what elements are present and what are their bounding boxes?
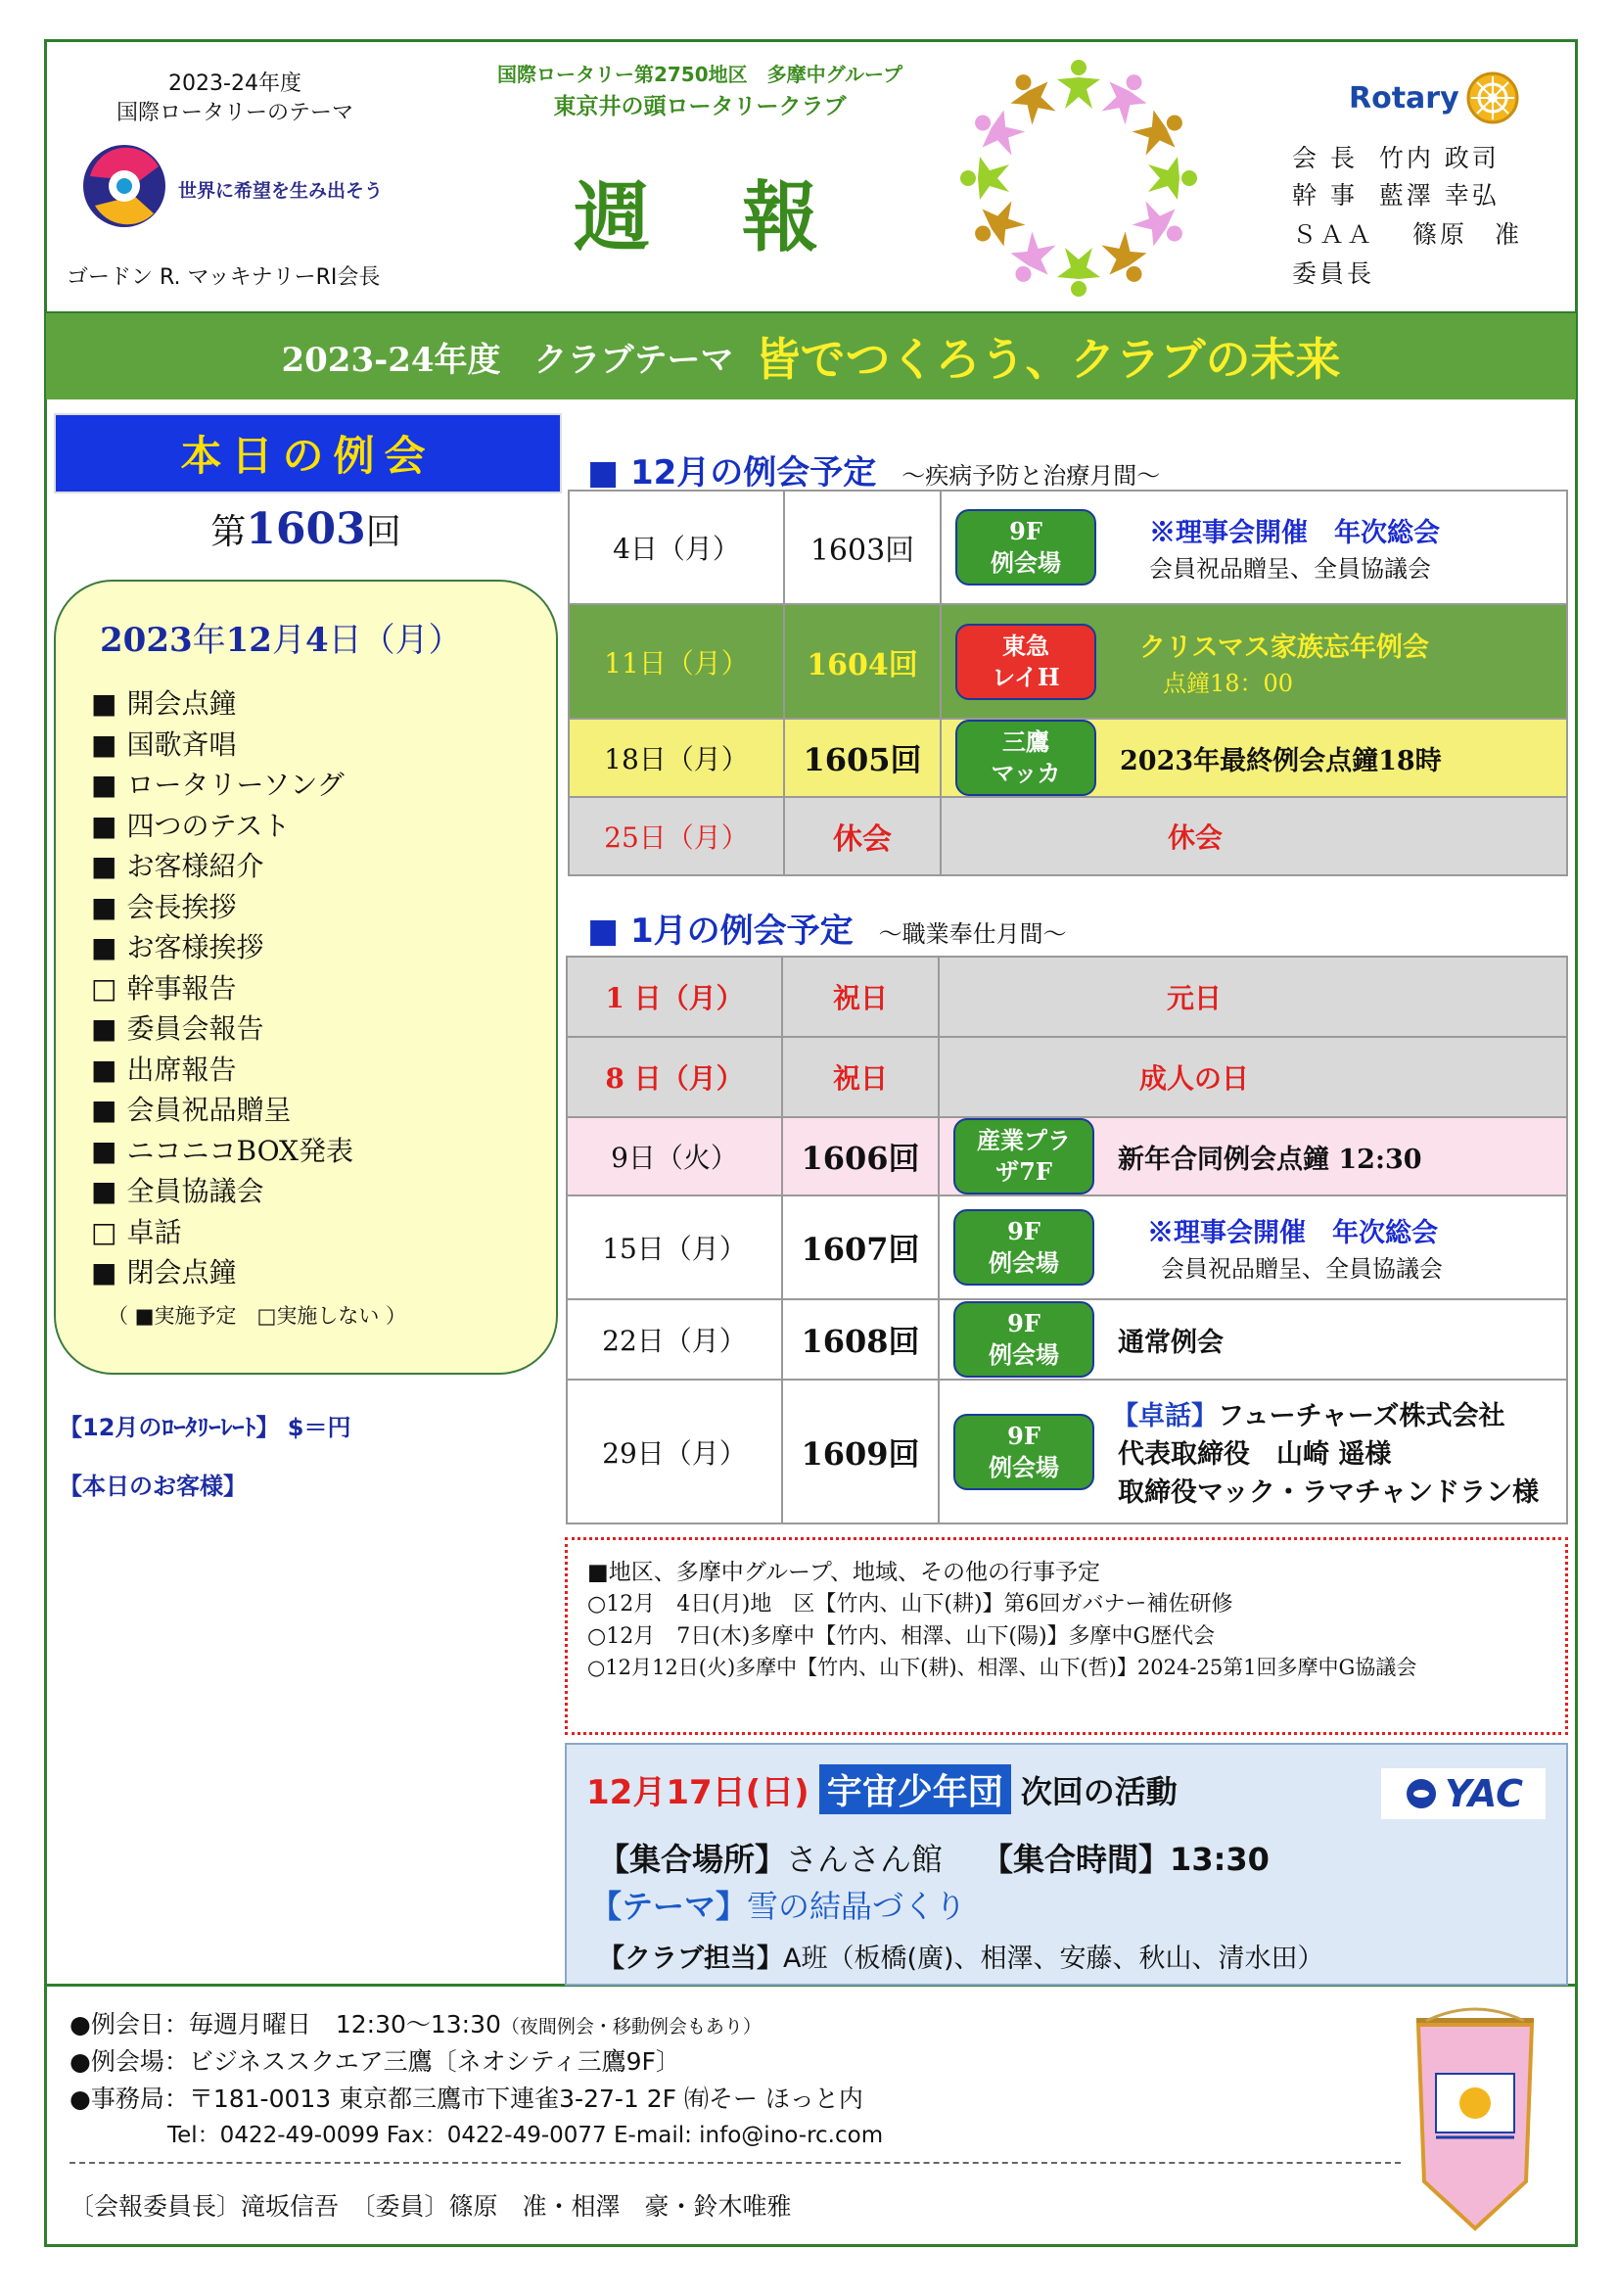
- row-detail: [941, 719, 1567, 797]
- row-note-detail: 会員祝品贈呈、全員協議会: [1161, 1255, 1443, 1283]
- yac-time: 13:30: [1170, 1841, 1270, 1878]
- row-number-text: 1606回: [801, 1140, 920, 1177]
- agenda-checkbox-icon: ■: [91, 727, 117, 761]
- agenda-item: [91, 1089, 291, 1128]
- yac-place: さんさん館: [786, 1841, 944, 1878]
- date-year: 2023: [100, 621, 193, 660]
- row-day-text: 4日（月）: [613, 533, 740, 565]
- row-day: [567, 1380, 782, 1523]
- rotary-rate: 【12月のﾛｰﾀﾘｰﾚｰﾄ】 $＝円: [59, 1414, 351, 1441]
- row-detail: [941, 491, 1567, 604]
- venue-line: 9F: [1009, 517, 1042, 545]
- agenda-item: [91, 1049, 236, 1088]
- person-figure-icon: [1129, 100, 1192, 162]
- venue-line: レイH: [992, 662, 1060, 691]
- yac-group: 宇宙少年団: [819, 1764, 1011, 1814]
- person-figure-icon: [1000, 65, 1062, 128]
- venue-line: マッカ: [991, 759, 1061, 787]
- row-note: 休会: [1167, 821, 1223, 854]
- agenda-checkbox-icon: ■: [91, 1134, 117, 1167]
- date-day: 4: [304, 621, 329, 660]
- yac-logo-text: YAC: [1444, 1772, 1523, 1815]
- person-figure-icon: [960, 157, 1009, 200]
- footer-contact: Tel：0422-49-0099 Fax：0422-49-0077 E-mail: info@ino-rc.com: [167, 2123, 884, 2148]
- row-note: ※理事会開催 年次総会: [1149, 518, 1440, 548]
- agenda-item: [91, 1130, 353, 1169]
- club-theme: 皆でつくろう、クラブの未来: [755, 333, 1341, 386]
- jan-title: ■ 1月の例会予定: [587, 912, 854, 951]
- agenda-legend: （ ■実施予定 □実施しない ）: [108, 1304, 407, 1328]
- meeting-day-label: ●例会日：: [69, 2010, 189, 2038]
- venue-line: 例会場: [991, 548, 1061, 577]
- person-figure-icon: [1148, 157, 1197, 200]
- agenda-item: [91, 724, 236, 763]
- agenda-item: [91, 845, 263, 884]
- agenda-item-text: ニコニコBOX発表: [126, 1134, 353, 1167]
- agenda-item-text: お客様紹介: [126, 850, 264, 882]
- venue-line: 三鷹: [1002, 727, 1049, 756]
- meeting-day-note: （夜間例会・移動例会もあり）: [500, 2016, 762, 2038]
- agenda-item: [91, 1251, 236, 1290]
- today-guests: 【本日のお客様】: [59, 1473, 247, 1500]
- pennant-image: [1397, 2005, 1553, 2235]
- row-number-text: 1604回: [807, 647, 918, 682]
- row-day: [569, 491, 784, 604]
- yac-next: 次回の活動: [1020, 1772, 1178, 1810]
- agenda-item: [91, 967, 236, 1007]
- footer-meeting-day: [69, 2005, 762, 2040]
- person-figure-icon: [1129, 194, 1192, 256]
- row-number: [782, 1195, 939, 1299]
- row-detail: [939, 1380, 1567, 1523]
- jan-section-header: [587, 904, 1067, 952]
- venue-badge: [953, 1118, 1094, 1195]
- schedule-row: [567, 1195, 1567, 1299]
- person-figure-icon: [1000, 228, 1062, 292]
- agenda-item-text: 四つのテスト: [126, 809, 291, 842]
- district-name: 国際ロータリー第2750地区 多摩中グループ: [496, 63, 903, 86]
- date-day-unit: 日: [328, 621, 362, 660]
- row-day-text: 1 日（月）: [605, 982, 744, 1014]
- agenda-item-text: 出席報告: [126, 1053, 237, 1086]
- schedule-row: [567, 1117, 1567, 1195]
- agenda-checkbox-icon: ■: [91, 687, 117, 720]
- meeting-number-value: 1603: [246, 504, 366, 554]
- club-theme-band: [46, 313, 1576, 399]
- row-note: 新年合同例会点鐘 12:30: [1118, 1144, 1422, 1175]
- yac-orbit-icon: [1404, 1776, 1439, 1811]
- officer-president: 会 長 竹内 政司: [1292, 144, 1500, 172]
- row-day-text: 11日（月）: [604, 646, 749, 679]
- footer-dash-divider: [69, 2162, 1401, 2164]
- venue-badge: [953, 1301, 1094, 1378]
- meeting-number-prefix: 第: [210, 512, 247, 552]
- schedule-row: [567, 957, 1567, 1037]
- row-day: [567, 1037, 782, 1117]
- row-day: [567, 1117, 782, 1195]
- yac-place-time: [598, 1835, 1270, 1880]
- agenda-item: [91, 1211, 181, 1250]
- row-note-detail: 代表取締役 山崎 遥様: [1118, 1439, 1392, 1470]
- row-note-detail: 点鐘18：00: [1163, 669, 1294, 697]
- people-circle-icon: [954, 54, 1204, 304]
- date-year-unit: 年: [192, 621, 226, 660]
- venue: ビジネススクエア三鷹〔ネオシティ三鷹9F〕: [188, 2047, 680, 2076]
- row-note: 2023年最終例会点鐘18時: [1120, 745, 1442, 776]
- agenda-checkbox-icon: ■: [91, 931, 117, 963]
- row-number: [782, 1037, 939, 1117]
- yac-logo: [1381, 1768, 1546, 1819]
- row-note: フューチャーズ株式会社: [1218, 1401, 1505, 1431]
- agenda-checkbox-icon: ■: [91, 1175, 117, 1207]
- row-number: [784, 491, 941, 604]
- agenda-checkbox-icon: ■: [91, 850, 117, 882]
- row-day-text: 8 日（月）: [605, 1062, 744, 1095]
- venue-badge: [953, 1414, 1094, 1490]
- agenda-checkbox-icon: ■: [91, 1012, 117, 1045]
- row-number-text: 1607回: [801, 1231, 920, 1268]
- events-heading: ■地区、多摩中グループ、地域、その他の行事予定: [587, 1560, 1101, 1585]
- agenda-item-text: 幹事報告: [126, 971, 237, 1005]
- events-line: ○12月 7日(木)多摩中【竹内、相澤、山下(陽)】多摩中G歴代会: [587, 1624, 1216, 1649]
- venue-badge: [953, 1209, 1094, 1286]
- row-number-text: 祝日: [832, 1062, 888, 1095]
- page-title: 週 報: [573, 174, 826, 262]
- meeting-date: [100, 613, 462, 661]
- row-number: [784, 604, 941, 719]
- date-month-unit: 月: [271, 621, 305, 660]
- person-figure-icon: [1057, 248, 1100, 297]
- ri-theme-slogan: 世界に希望を生み出そう: [178, 180, 384, 202]
- venue-line: 9F: [1007, 1309, 1040, 1337]
- row-number-text: 休会: [833, 822, 892, 857]
- agenda-checkbox-icon: ■: [91, 1256, 117, 1289]
- row-number-text: 1605回: [803, 741, 922, 778]
- schedule-row: [567, 1299, 1567, 1380]
- dec-title: ■ 12月の例会予定: [587, 453, 877, 492]
- schedule-row: [569, 719, 1567, 797]
- agenda-item-text: 卓話: [126, 1215, 182, 1248]
- agenda-checkbox-icon: □: [91, 1215, 117, 1248]
- officer-secretary: 幹 事 藍澤 幸弘: [1292, 181, 1500, 210]
- agenda-item-text: 委員会報告: [126, 1012, 264, 1045]
- person-figure-icon: [1094, 228, 1156, 292]
- agenda-item-text: 会長挨拶: [126, 890, 237, 923]
- yac-place-label: 【集合場所】: [598, 1841, 787, 1878]
- person-figure-icon: [965, 194, 1029, 256]
- yac-theme: [590, 1882, 966, 1927]
- row-detail: [939, 1195, 1567, 1299]
- officer-chair: 委員長: [1292, 259, 1375, 288]
- ri-theme-label: 国際ロータリーのテーマ: [116, 101, 353, 125]
- venue-line: 例会場: [989, 1248, 1059, 1277]
- row-day-text: 18日（月）: [604, 743, 749, 775]
- schedule-row: [567, 1380, 1567, 1523]
- schedule-row: [569, 604, 1567, 719]
- row-day-text: 25日（月）: [604, 821, 749, 854]
- row-number-text: 1609回: [801, 1434, 920, 1473]
- agenda-item-text: 会員祝品贈呈: [126, 1094, 292, 1126]
- row-detail: [941, 604, 1567, 719]
- yac-staff: [598, 1937, 1324, 1975]
- venue-line: 9F: [1007, 1217, 1040, 1245]
- row-day-text: 29日（月）: [602, 1436, 747, 1470]
- agenda-checkbox-icon: ■: [91, 809, 117, 842]
- venue-badge: [955, 509, 1096, 586]
- row-number: [782, 1117, 939, 1195]
- yac-date: 12月17日(日): [586, 1773, 809, 1812]
- row-detail: [939, 957, 1567, 1037]
- agenda-item: [91, 1170, 263, 1209]
- agenda-checkbox-icon: ■: [91, 890, 117, 923]
- club-header: [470, 59, 930, 304]
- agenda-item-text: 閉会点鐘: [126, 1256, 237, 1289]
- note-tag: 【卓話】: [1112, 1401, 1218, 1431]
- yac-header: [586, 1764, 1178, 1814]
- row-day: [567, 1195, 782, 1299]
- venue-line: 9F: [1007, 1421, 1040, 1450]
- row-note: 元日: [1166, 982, 1222, 1014]
- footer: [46, 1986, 1576, 2245]
- events-line: ○12月 4日(月)地 区【竹内、山下(耕)】第6回ガバナー補佐研修: [587, 1592, 1233, 1617]
- ri-logo-icon: [80, 137, 168, 235]
- agenda-item-text: 開会点鐘: [126, 687, 237, 720]
- row-day: [567, 957, 782, 1037]
- footer-editors: 〔会報委員長〕滝坂信吾 〔委員〕篠原 准・相澤 豪・鈴木唯雅: [69, 2192, 792, 2221]
- events-line: ○12月12日(火)多摩中【竹内、山下(耕)、相澤、山下(哲)】2024-25第1回多摩中G協議会: [587, 1656, 1417, 1679]
- agenda-item: [91, 1007, 263, 1047]
- agenda-item-text: お客様挨拶: [126, 931, 264, 963]
- yac-staff-label: 【クラブ担当】: [598, 1944, 783, 1974]
- row-detail: [939, 1037, 1567, 1117]
- today-meeting-heading: 本日の例会: [54, 413, 562, 493]
- row-note-detail: 会員祝品贈呈、全員協議会: [1149, 555, 1431, 583]
- agenda-item: [91, 805, 290, 844]
- footer-venue: [69, 2042, 680, 2078]
- agenda-item: [91, 926, 263, 965]
- meeting-number: [54, 504, 558, 554]
- agenda-item-text: ロータリーソング: [126, 769, 345, 801]
- venue-badge: [955, 624, 1096, 700]
- row-day: [569, 797, 784, 875]
- row-day: [569, 604, 784, 719]
- club-theme-label: 2023-24年度 クラブテーマ: [281, 340, 734, 380]
- ri-theme-block: [59, 61, 411, 296]
- yac-theme-text: 雪の結晶づくり: [747, 1888, 967, 1925]
- row-day-text: 15日（月）: [602, 1233, 747, 1265]
- row-note: 成人の日: [1138, 1062, 1249, 1095]
- row-number-text: 祝日: [832, 982, 888, 1014]
- row-note: 通常例会: [1118, 1327, 1224, 1358]
- row-number: [782, 957, 939, 1037]
- yac-staff-text: A班（板橋(廣)、相澤、安藤、秋山、清水田）: [783, 1944, 1324, 1974]
- venue-label: ●例会場：: [69, 2047, 189, 2076]
- row-number: [784, 797, 941, 875]
- rotary-block: [1292, 61, 1566, 296]
- date-month: 12: [225, 621, 272, 660]
- agenda-checkbox-icon: ■: [91, 1053, 117, 1086]
- row-note: クリスマス家族忘年例会: [1139, 632, 1429, 663]
- date-weekday: （月）: [361, 621, 462, 660]
- jan-subtitle: ～職業奉仕月間～: [878, 920, 1067, 948]
- officer-saa: ＳＡＡ 篠原 准: [1292, 220, 1522, 249]
- yac-time-label: 【集合時間】: [982, 1841, 1171, 1878]
- row-detail: [941, 797, 1567, 875]
- row-detail: [939, 1117, 1567, 1195]
- venue-line: 東急: [1002, 631, 1049, 660]
- rotary-wordmark: Rotary: [1349, 80, 1459, 116]
- person-figure-icon: [1057, 60, 1100, 109]
- meeting-number-suffix: 回: [365, 512, 401, 552]
- agenda-item: [91, 764, 345, 803]
- schedule-row: [569, 797, 1567, 875]
- meeting-day: 毎週月曜日 12:30～13:30: [188, 2010, 501, 2038]
- agenda-checkbox-icon: ■: [91, 769, 117, 801]
- row-day-text: 9日（火）: [611, 1142, 738, 1174]
- schedule-row: [567, 1037, 1567, 1117]
- row-note: ※理事会開催 年次総会: [1147, 1218, 1438, 1248]
- agenda-checkbox-icon: ■: [91, 1094, 117, 1126]
- row-detail: [939, 1299, 1567, 1380]
- dec-subtitle: ～疾病予防と治療月間～: [901, 462, 1161, 490]
- venue-line: 例会場: [989, 1452, 1059, 1481]
- agenda-item-text: 全員協議会: [126, 1175, 264, 1207]
- venue-line: ザ7F: [995, 1157, 1052, 1186]
- row-day: [569, 719, 784, 797]
- row-number: [782, 1299, 939, 1380]
- agenda-checkbox-icon: □: [91, 971, 117, 1005]
- person-figure-icon: [1094, 65, 1156, 128]
- yac-box: [565, 1743, 1568, 1986]
- office-address: 〒181-0013 東京都三鷹市下連雀3-27-1 2F ㈲そー ほっと内: [188, 2085, 863, 2113]
- venue-line: 例会場: [989, 1340, 1059, 1369]
- yac-theme-label: 【テーマ】: [590, 1888, 748, 1925]
- office-label: ●事務局：: [69, 2085, 189, 2113]
- row-note-detail: 取締役マック・ラマチャンドラン様: [1118, 1477, 1540, 1508]
- ri-year: 2023-24年度: [168, 71, 301, 96]
- row-number: [784, 719, 941, 797]
- row-number-text: 1608回: [801, 1323, 920, 1360]
- dec-section-header: [587, 445, 1160, 493]
- footer-office: [69, 2080, 863, 2115]
- club-name: 東京井の頭ロータリークラブ: [553, 94, 847, 119]
- ri-president: ゴードン R. マッキナリーRI会長: [67, 265, 381, 290]
- rotary-wheel-icon: [1465, 70, 1520, 125]
- schedule-row: [569, 491, 1567, 604]
- row-number: [782, 1380, 939, 1523]
- row-day-text: 22日（月）: [602, 1325, 747, 1357]
- venue-badge: [955, 720, 1096, 796]
- rotary-logo: [1349, 70, 1520, 125]
- row-number-text: 1603回: [809, 534, 915, 568]
- venue-line: 産業プラ: [977, 1126, 1071, 1154]
- agenda-item-text: 国歌斉唱: [126, 727, 237, 761]
- person-figure-icon: [965, 100, 1029, 162]
- dec-schedule-table: [568, 490, 1568, 876]
- agenda-item: [91, 886, 236, 925]
- jan-schedule-table: [566, 956, 1568, 1524]
- row-day: [567, 1299, 782, 1380]
- agenda-item: [91, 682, 236, 722]
- events-box: [565, 1537, 1568, 1735]
